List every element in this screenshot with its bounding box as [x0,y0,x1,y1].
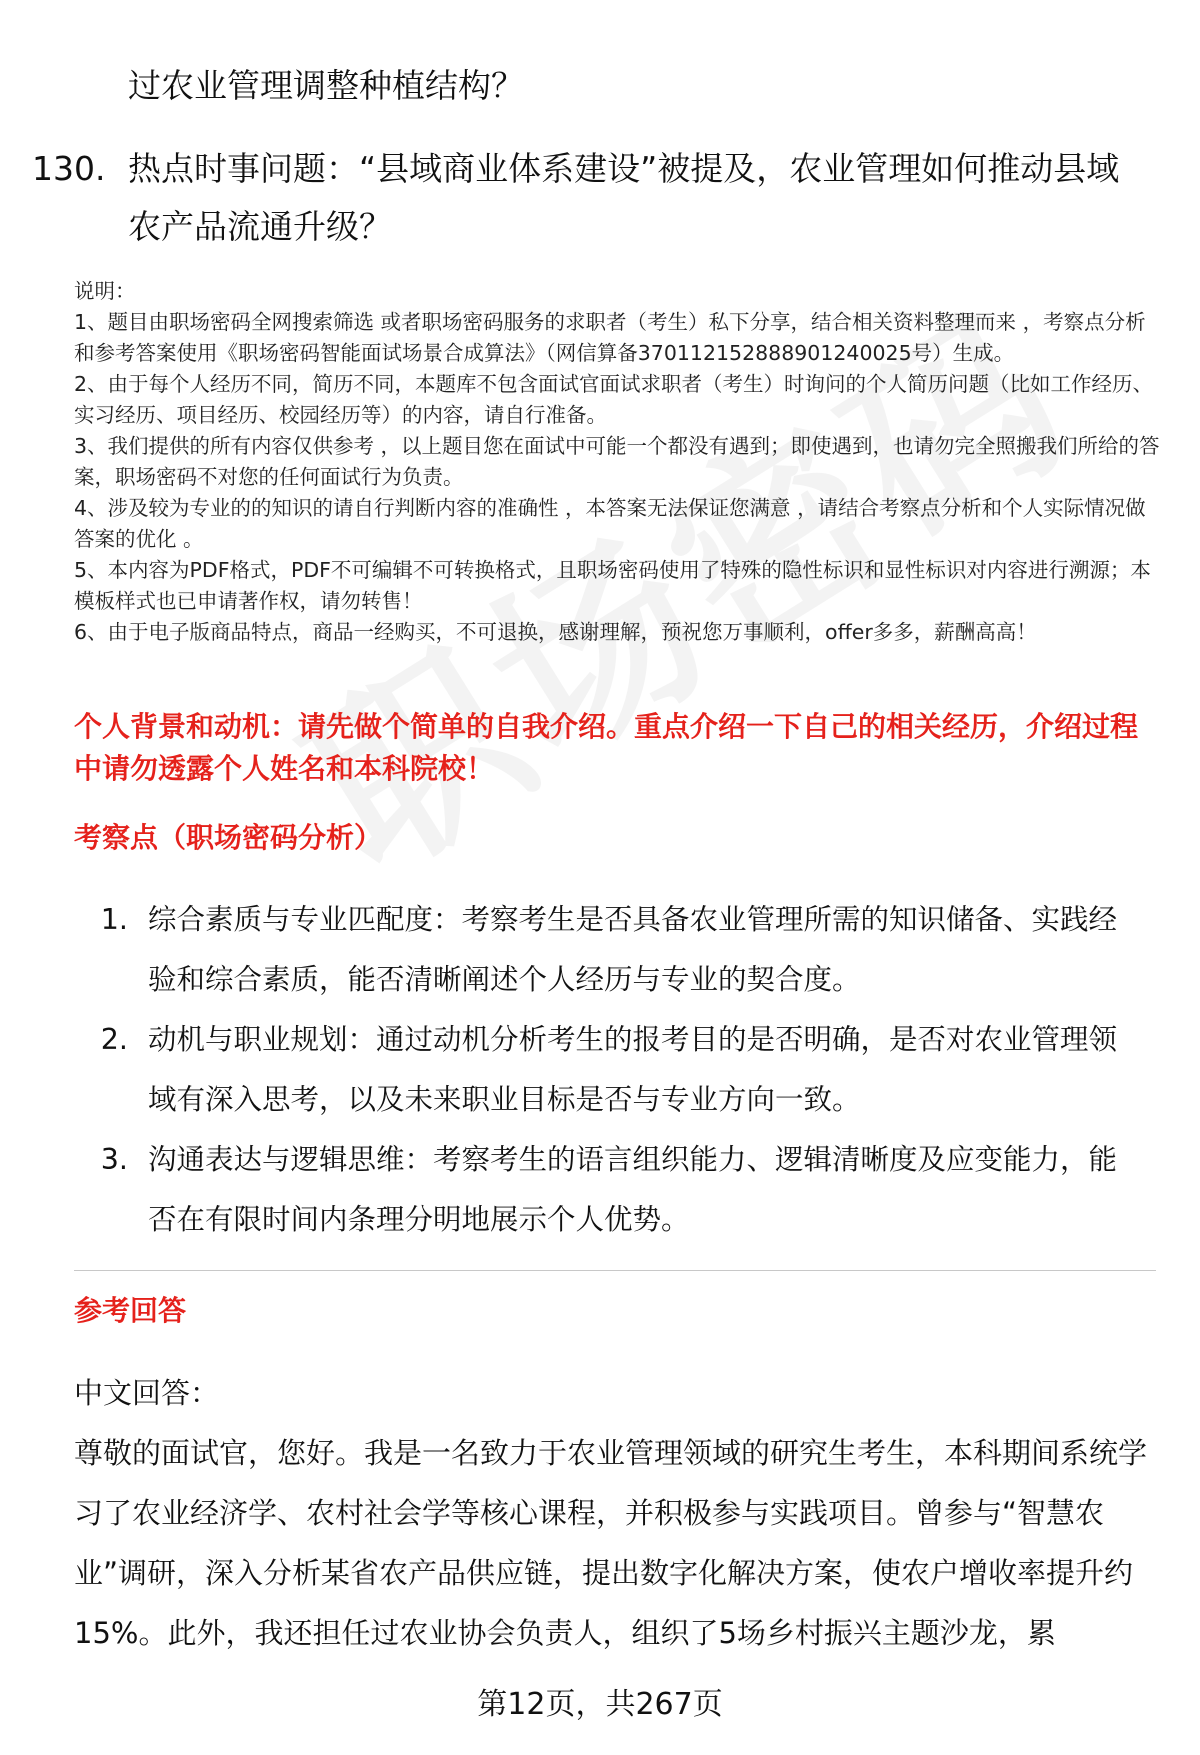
list-item [74,1010,1144,1130]
question-item [32,140,1148,256]
note-line: 1、题目由职场密码全网搜索筛选 或者职场密码服务的求职者（考生）私下分享，结合相关资料整理而来 ，考察点分析和参考答案使用《职场密码智能面试场景合成算法》（网信算备370112152888901240025号）生成。 [74,310,1146,365]
list-item-text: 综合素质与专业匹配度：考察考生是否具备农业管理所需的知识储备、实践经验和综合素质，能否清晰阐述个人经历与专业的契合度。 [148,903,1118,996]
list-item-text: 动机与职业规划：通过动机分析考生的报考目的是否明确，是否对农业管理领域有深入思考，以及未来职业目标是否与专业方向一致。 [148,1023,1118,1116]
section-divider [74,1270,1156,1271]
question-text: 热点时事问题：“县域商业体系建设”被提及，农业管理如何推动县域农产品流通升级？ [128,149,1120,246]
list-item-text: 沟通表达与逻辑思维：考察考生的语言组织能力、逻辑清晰度及应变能力，能否在有限时间内条理分明地展示个人优势。 [148,1143,1118,1236]
list-item-number: 1. [100,903,128,936]
answer-heading: 参考回答 [74,1294,187,1327]
list-item [74,890,1144,1010]
list-item-number: 3. [100,1143,128,1176]
question-number: 130. [32,149,106,188]
points-heading: 考察点（职场密码分析） [74,821,383,854]
answer-body: 尊敬的面试官，您好。我是一名致力于农业管理领域的研究生考生，本科期间系统学习了农业经济学、农村社会学等核心课程，并积极参与实践项目。曾参与“智慧农业”调研，深入分析某省农产品供应链，提出数字化解决方案，使农户增收率提升约15%。此外，我还担任过农业协会负责人，组织了5场乡村振兴主题沙龙，累 [74,1436,1148,1650]
note-line: 5、本内容为PDF格式，PDF不可编辑不可转换格式，且职场密码使用了特殊的隐性标识和显性标识对内容进行溯源；本模板样式也已申请著作权，请勿转售！ [74,558,1151,613]
disclaimer-notes [74,276,1160,648]
list-item [74,1130,1144,1250]
note-line: 3、我们提供的所有内容仅供参考 ，以上题目您在面试中可能一个都没有遇到；即使遇到，也请勿完全照搬我们所给的答案，职场密码不对您的任何面试行为负责。 [74,434,1160,489]
note-line: 2、由于每个人经历不同，简历不同，本题库不包含面试官面试求职者（考生）时询问的个人简历问题（比如工作经历、实习经历、项目经历、校园经历等）的内容，请自行准备。 [74,372,1154,427]
note-line: 4、涉及较为专业的的知识的请自行判断内容的准确性 ，本答案无法保证您满意 ，请结合考察点分析和个人实际情况做答案的优化 。 [74,496,1146,551]
answer-label: 中文回答： [74,1376,220,1410]
list-item-number: 2. [100,1023,128,1056]
note-line: 说明： [74,279,136,303]
question-continuation: 过农业管理调整种植结构？ [128,66,524,105]
note-line: 6、由于电子版商品特点，商品一经购买，不可退换，感谢理解，预祝您万事顺利，offer多多，薪酬高高！ [74,620,1037,644]
page-footer: 第12页，共267页 [477,1687,723,1722]
analysis-points-list [74,890,1144,1250]
intro-question-heading: 个人背景和动机：请先做个简单的自我介绍。重点介绍一下自己的相关经历，介绍过程中请勿透露个人姓名和本科院校！ [74,710,1139,785]
